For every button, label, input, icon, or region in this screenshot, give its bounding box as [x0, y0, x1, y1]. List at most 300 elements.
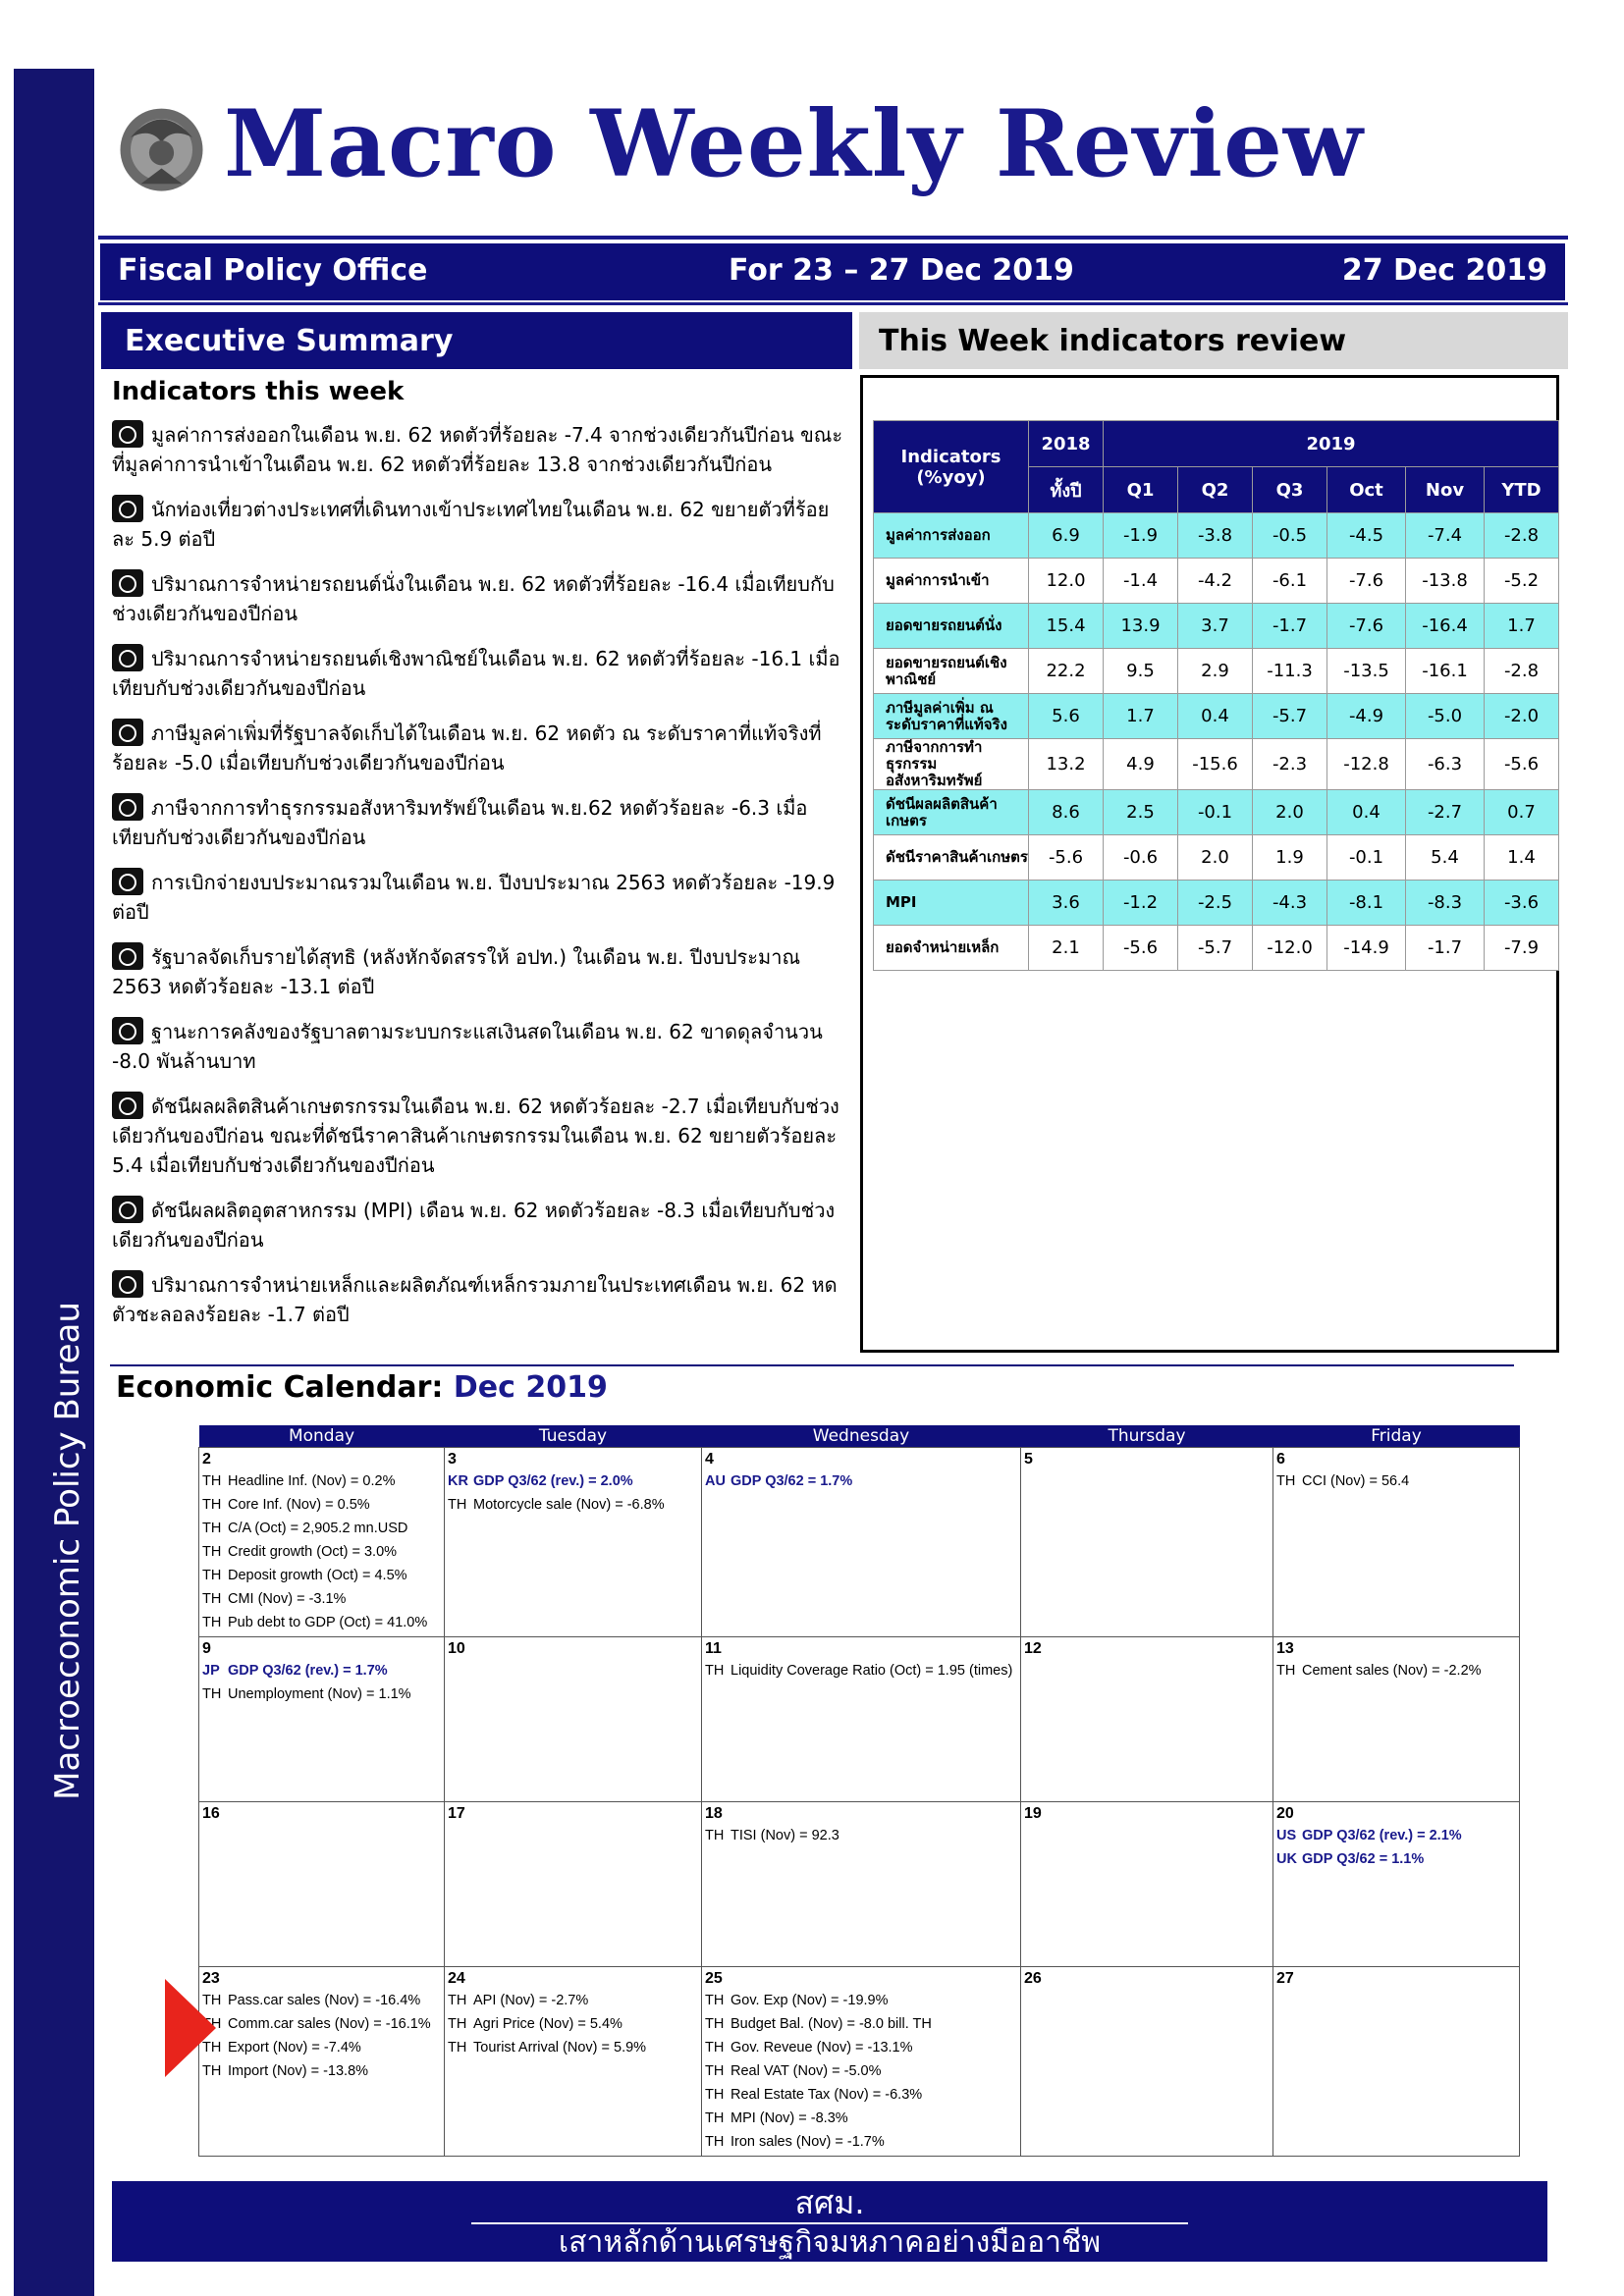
indicator-value: -2.8 — [1485, 513, 1559, 559]
country-code: TH — [705, 2016, 725, 2032]
indicator-value: -0.5 — [1253, 513, 1327, 559]
indicators-heading: Indicators this week — [112, 377, 405, 406]
indicator-label: มูลค่าการส่งออก — [874, 513, 1029, 559]
calendar-event — [202, 1517, 441, 1540]
calendar-event — [448, 1989, 698, 2012]
event-text: Real VAT (Nov) = -5.0% — [731, 2063, 882, 2079]
indicator-value: 2.0 — [1253, 790, 1327, 835]
indicator-value: -15.6 — [1178, 739, 1253, 790]
left-sidebar — [14, 69, 94, 2296]
calendar-day-cell — [445, 1637, 702, 1802]
indicator-value: 0.7 — [1485, 790, 1559, 835]
indicator-value: -7.6 — [1327, 559, 1406, 604]
indicator-value: -6.3 — [1406, 739, 1485, 790]
table-subheader: Oct — [1327, 467, 1406, 513]
country-code: JP — [202, 1663, 220, 1679]
weekday-header: Friday — [1273, 1425, 1520, 1448]
event-text: Cement sales (Nov) = -2.2% — [1302, 1663, 1482, 1679]
indicator-value: -5.6 — [1104, 926, 1178, 971]
country-code: TH — [202, 2063, 222, 2079]
calendar-event — [705, 2012, 1017, 2036]
indicator-label: ภาษีมูลค่าเพิ่ม ณ ระดับราคาที่แท้จริง — [874, 694, 1029, 739]
event-text: Tourist Arrival (Nov) = 5.9% — [473, 2040, 647, 2056]
calendar-week — [199, 1802, 1520, 1967]
indicator-value: 13.9 — [1104, 604, 1178, 649]
indicator-value: -7.4 — [1406, 513, 1485, 559]
indicator-label: ยอดจำหน่ายเหล็ก — [874, 926, 1029, 971]
country-code: US — [1276, 1828, 1297, 1843]
divider — [98, 236, 1568, 240]
calendar-day-cell — [702, 1637, 1021, 1802]
summary-item — [112, 1270, 844, 1329]
event-text: GDP Q3/62 (rev.) = 2.0% — [473, 1473, 633, 1489]
arrow-up-bullet-icon — [112, 1270, 143, 1298]
indicator-value: 2.5 — [1104, 790, 1178, 835]
calendar-day-cell — [199, 1448, 445, 1637]
country-code: TH — [705, 1828, 725, 1843]
calendar-day-cell — [1021, 1637, 1273, 1802]
arrow-up-bullet-icon — [112, 793, 143, 821]
indicator-value: 5.6 — [1029, 694, 1104, 739]
country-code: TH — [202, 1544, 222, 1560]
summary-list — [112, 420, 844, 1345]
day-number: 2 — [202, 1451, 211, 1468]
indicator-table — [873, 420, 1559, 971]
summary-item — [112, 420, 844, 479]
event-text: Headline Inf. (Nov) = 0.2% — [228, 1473, 396, 1489]
indicator-value: 3.7 — [1178, 604, 1253, 649]
event-text: Liquidity Coverage Ratio (Oct) = 1.95 (times) — [731, 1663, 1013, 1679]
calendar-day-cell — [1021, 1448, 1273, 1637]
day-number: 12 — [1024, 1640, 1042, 1657]
indicator-value: 1.7 — [1104, 694, 1178, 739]
table-row — [874, 739, 1559, 790]
arrow-up-bullet-icon — [112, 719, 143, 746]
day-number: 5 — [1024, 1451, 1033, 1468]
event-text: GDP Q3/62 = 1.1% — [1302, 1851, 1425, 1867]
event-text: C/A (Oct) = 2,905.2 mn.USD — [228, 1521, 408, 1536]
table-subheader: Q2 — [1178, 467, 1253, 513]
country-code: AU — [705, 1473, 726, 1489]
indicator-value: 3.6 — [1029, 881, 1104, 926]
event-text: Iron sales (Nov) = -1.7% — [731, 2134, 885, 2150]
indicator-value: -13.5 — [1327, 649, 1406, 694]
table-row — [874, 835, 1559, 881]
indicator-label: ภาษีจากการทำธุรกรรมอสังหาริมทรัพย์ — [874, 739, 1029, 790]
country-code: TH — [202, 1615, 222, 1630]
calendar-event — [705, 1989, 1017, 2012]
calendar-day-cell — [1273, 1802, 1520, 1967]
indicator-value: -0.1 — [1178, 790, 1253, 835]
indicator-value: -1.7 — [1406, 926, 1485, 971]
indicator-value: 6.9 — [1029, 513, 1104, 559]
day-number: 24 — [448, 1970, 465, 1987]
weekday-header: Tuesday — [445, 1425, 702, 1448]
indicator-value: 1.9 — [1253, 835, 1327, 881]
event-text: GDP Q3/62 (rev.) = 1.7% — [228, 1663, 388, 1679]
indicator-label: ดัชนีราคาสินค้าเกษตร — [874, 835, 1029, 881]
arrow-up-bullet-icon — [112, 942, 143, 970]
summary-text: ดัชนีผลผลิตสินค้าเกษตรกรรมในเดือน พ.ย. 62 หดตัวร้อยละ -2.7 เมื่อเทียบกับช่วงเดียวกันของปีก่อน ขณะที่ดัชนีราคาสินค้าเกษตรกรรมในเดือน พ.ย. 62 ขยายตัวร้อยละ 5.4 เมื่อเทียบกับช่วงเดียวกันของปีก่อน — [112, 1095, 839, 1177]
summary-text: ปริมาณการจำหน่ายเหล็กและผลิตภัณฑ์เหล็กรวมภายในประเทศเดือน พ.ย. 62 หดตัวชะลอลงร้อยละ -1.7 ต่อปี — [112, 1273, 838, 1326]
economic-calendar — [198, 1425, 1520, 2157]
report-date: 27 Dec 2019 — [1341, 253, 1547, 288]
indicator-value: 2.9 — [1178, 649, 1253, 694]
indicator-value: -4.9 — [1327, 694, 1406, 739]
event-text: MPI (Nov) = -8.3% — [731, 2110, 848, 2126]
office-name: Fiscal Policy Office — [118, 253, 428, 288]
sidebar-text: Macroeconomic Policy Bureau — [48, 1302, 87, 1800]
indicator-value: 12.0 — [1029, 559, 1104, 604]
indicator-value: -12.0 — [1253, 926, 1327, 971]
country-code: TH — [202, 1993, 222, 2008]
arrow-up-bullet-icon — [112, 868, 143, 895]
table-subheader: ทั้งปี — [1029, 467, 1104, 513]
indicator-value: 13.2 — [1029, 739, 1104, 790]
summary-text: ฐานะการคลังของรัฐบาลตามระบบกระแสเงินสดในเดือน พ.ย. 62 ขาดดุลจำนวน -8.0 พันล้านบาท — [112, 1020, 823, 1073]
indicator-label: มูลค่าการนำเข้า — [874, 559, 1029, 604]
calendar-title-label: Economic Calendar: — [116, 1370, 444, 1405]
executive-summary-heading: Executive Summary — [101, 312, 852, 369]
calendar-day-cell — [445, 1967, 702, 2157]
calendar-day-cell — [199, 1637, 445, 1802]
indicator-value: -5.0 — [1406, 694, 1485, 739]
arrow-up-bullet-icon — [112, 1092, 143, 1119]
calendar-event — [705, 2107, 1017, 2130]
calendar-event — [202, 2036, 441, 2059]
summary-item — [112, 793, 844, 852]
calendar-event — [705, 1469, 1017, 1493]
event-text: Core Inf. (Nov) = 0.5% — [228, 1497, 370, 1513]
country-code: KR — [448, 1473, 468, 1489]
summary-item — [112, 1196, 844, 1255]
calendar-event — [1276, 1847, 1516, 1871]
event-text: Motorcycle sale (Nov) = -6.8% — [473, 1497, 665, 1513]
calendar-event — [448, 2036, 698, 2059]
summary-item — [112, 868, 844, 927]
event-text: Unemployment (Nov) = 1.1% — [228, 1686, 411, 1702]
indicator-value: 1.7 — [1485, 604, 1559, 649]
indicator-value: -13.8 — [1406, 559, 1485, 604]
country-code: TH — [448, 2016, 467, 2032]
indicator-value: -5.6 — [1029, 835, 1104, 881]
summary-item — [112, 569, 844, 628]
calendar-day-cell — [199, 1967, 445, 2157]
day-number: 13 — [1276, 1640, 1294, 1657]
summary-text: การเบิกจ่ายงบประมาณรวมในเดือน พ.ย. ปีงบประมาณ 2563 หดตัวร้อยละ -19.9 ต่อปี — [112, 871, 836, 924]
table-header-indicators: Indicators (%yoy) — [874, 421, 1029, 513]
indicator-value: -4.3 — [1253, 881, 1327, 926]
country-code: TH — [1276, 1663, 1296, 1679]
footer-slogan: เสาหลักด้านเศรษฐกิจมหภาคอย่างมืออาชีพ — [558, 2225, 1102, 2260]
country-code: TH — [705, 2040, 725, 2056]
indicator-value: -16.1 — [1406, 649, 1485, 694]
calendar-event — [202, 1989, 441, 2012]
event-text: Pub debt to GDP (Oct) = 41.0% — [228, 1615, 428, 1630]
calendar-event — [202, 1611, 441, 1634]
indicator-value: 2.0 — [1178, 835, 1253, 881]
summary-text: ดัชนีผลผลิตอุตสาหกรรม (MPI) เดือน พ.ย. 62 หดตัวร้อยละ -8.3 เมื่อเทียบกับช่วงเดียวกันของปีก่อน — [112, 1199, 836, 1252]
event-text: Comm.car sales (Nov) = -16.1% — [228, 2016, 431, 2032]
calendar-event — [202, 1540, 441, 1564]
indicator-value: -16.4 — [1406, 604, 1485, 649]
calendar-event — [448, 1469, 698, 1493]
indicator-value: -3.6 — [1485, 881, 1559, 926]
country-code: TH — [705, 2134, 725, 2150]
calendar-event — [202, 1659, 441, 1682]
indicator-label: ดัชนีผลผลิตสินค้าเกษตร — [874, 790, 1029, 835]
table-subheader: Q1 — [1104, 467, 1178, 513]
garuda-emblem-icon — [110, 96, 213, 199]
calendar-week — [199, 1637, 1520, 1802]
calendar-event — [202, 1682, 441, 1706]
event-text: Gov. Reveue (Nov) = -13.1% — [731, 2040, 913, 2056]
calendar-event — [705, 2130, 1017, 2154]
indicator-value: 0.4 — [1327, 790, 1406, 835]
day-number: 19 — [1024, 1805, 1042, 1822]
arrow-up-bullet-icon — [112, 495, 143, 522]
calendar-event — [202, 1493, 441, 1517]
event-text: Pass.car sales (Nov) = -16.4% — [228, 1993, 421, 2008]
calendar-day-cell — [445, 1448, 702, 1637]
table-row — [874, 881, 1559, 926]
country-code: TH — [705, 2063, 725, 2079]
calendar-event — [1276, 1659, 1516, 1682]
current-week-arrow-icon — [165, 1979, 216, 2077]
calendar-event — [202, 1587, 441, 1611]
indicator-value: -3.8 — [1178, 513, 1253, 559]
country-code: TH — [705, 2087, 725, 2103]
indicator-value: 8.6 — [1029, 790, 1104, 835]
arrow-up-bullet-icon — [112, 569, 143, 597]
indicator-value: -6.1 — [1253, 559, 1327, 604]
calendar-event — [448, 2012, 698, 2036]
country-code: TH — [202, 1497, 222, 1513]
day-number: 20 — [1276, 1805, 1294, 1822]
summary-item — [112, 1092, 844, 1180]
calendar-day-cell — [199, 1802, 445, 1967]
indicator-label: ยอดขายรถยนต์นั่ง — [874, 604, 1029, 649]
indicator-value: -8.3 — [1406, 881, 1485, 926]
calendar-day-cell — [1021, 1802, 1273, 1967]
summary-item — [112, 495, 844, 554]
arrow-up-bullet-icon — [112, 1196, 143, 1223]
report-period: For 23 – 27 Dec 2019 — [729, 253, 1074, 288]
event-text: CMI (Nov) = -3.1% — [228, 1591, 347, 1607]
country-code: TH — [202, 1473, 222, 1489]
summary-item — [112, 1017, 844, 1076]
calendar-week — [199, 1967, 1520, 2157]
day-number: 26 — [1024, 1970, 1042, 1987]
indicator-value: -4.2 — [1178, 559, 1253, 604]
calendar-day-cell — [1273, 1637, 1520, 1802]
indicator-value: -1.7 — [1253, 604, 1327, 649]
day-number: 6 — [1276, 1451, 1285, 1468]
indicator-value: -14.9 — [1327, 926, 1406, 971]
weekday-header: Thursday — [1021, 1425, 1273, 1448]
footer-banner — [112, 2181, 1547, 2262]
summary-text: ภาษีจากการทำธุรกรรมอสังหาริมทรัพย์ในเดือน พ.ย.62 หดตัวร้อยละ -6.3 เมื่อเทียบกับช่วงเดียวกันของปีก่อน — [112, 796, 808, 849]
country-code: TH — [705, 1993, 725, 2008]
day-number: 11 — [705, 1640, 722, 1657]
table-subheader: Q3 — [1253, 467, 1327, 513]
country-code: TH — [448, 1993, 467, 2008]
indicator-value: -4.5 — [1327, 513, 1406, 559]
day-number: 18 — [705, 1805, 723, 1822]
country-code: TH — [448, 1497, 467, 1513]
event-text: Deposit growth (Oct) = 4.5% — [228, 1568, 407, 1583]
country-code: TH — [202, 2016, 222, 2032]
indicator-value: -2.0 — [1485, 694, 1559, 739]
indicator-value: -2.7 — [1406, 790, 1485, 835]
event-text: GDP Q3/62 = 1.7% — [731, 1473, 853, 1489]
event-text: Credit growth (Oct) = 3.0% — [228, 1544, 398, 1560]
table-row — [874, 559, 1559, 604]
calendar-day-cell — [702, 1967, 1021, 2157]
summary-text: ภาษีมูลค่าเพิ่มที่รัฐบาลจัดเก็บได้ในเดือน พ.ย. 62 หดตัว ณ ระดับราคาที่แท้จริงที่ร้อยละ -5.0 เมื่อเทียบกับช่วงเดียวกันของปีก่อน — [112, 721, 822, 774]
footer-abbrev: สศม. — [794, 2184, 865, 2221]
day-number: 27 — [1276, 1970, 1294, 1987]
indicator-label: ยอดขายรถยนต์เชิงพาณิชย์ — [874, 649, 1029, 694]
indicator-value: -5.7 — [1253, 694, 1327, 739]
calendar-day-cell — [1021, 1967, 1273, 2157]
calendar-event — [202, 1564, 441, 1587]
indicator-value: -11.3 — [1253, 649, 1327, 694]
indicator-value: 15.4 — [1029, 604, 1104, 649]
summary-text: รัฐบาลจัดเก็บรายได้สุทธิ (หลังหักจัดสรรให้ อปท.) ในเดือน พ.ย. ปีงบประมาณ 2563 หดตัวร้อยละ -13.1 ต่อปี — [112, 945, 800, 998]
weekday-header: Monday — [199, 1425, 445, 1448]
country-code: TH — [202, 1521, 222, 1536]
calendar-event — [1276, 1469, 1516, 1493]
indicator-value: -0.1 — [1327, 835, 1406, 881]
indicator-value: 4.9 — [1104, 739, 1178, 790]
summary-item — [112, 942, 844, 1001]
calendar-title — [116, 1370, 608, 1405]
event-text: Real Estate Tax (Nov) = -6.3% — [731, 2087, 923, 2103]
calendar-week — [199, 1448, 1520, 1637]
calendar-event — [202, 2059, 441, 2083]
country-code: UK — [1276, 1851, 1297, 1867]
arrow-up-bullet-icon — [112, 644, 143, 671]
event-text: CCI (Nov) = 56.4 — [1302, 1473, 1410, 1489]
indicator-value: -2.5 — [1178, 881, 1253, 926]
table-row — [874, 649, 1559, 694]
indicator-value: 1.4 — [1485, 835, 1559, 881]
country-code: TH — [705, 2110, 725, 2126]
arrow-up-bullet-icon — [112, 420, 143, 448]
day-number: 4 — [705, 1451, 714, 1468]
country-code: TH — [1276, 1473, 1296, 1489]
indicator-value: -7.6 — [1327, 604, 1406, 649]
indicator-value: 9.5 — [1104, 649, 1178, 694]
day-number: 17 — [448, 1805, 465, 1822]
arrow-up-bullet-icon — [112, 1017, 143, 1044]
calendar-event — [705, 1824, 1017, 1847]
indicator-value: -2.3 — [1253, 739, 1327, 790]
indicator-value: -1.9 — [1104, 513, 1178, 559]
summary-text: ปริมาณการจำหน่ายรถยนต์เชิงพาณิชย์ในเดือน พ.ย. 62 หดตัวที่ร้อยละ -16.1 เมื่อเทียบกับช่วงเดียวกันของปีก่อน — [112, 647, 840, 700]
weekday-header: Wednesday — [702, 1425, 1021, 1448]
event-text: Export (Nov) = -7.4% — [228, 2040, 361, 2056]
table-subheader: Nov — [1406, 467, 1485, 513]
country-code: TH — [448, 2040, 467, 2056]
divider — [98, 302, 1568, 305]
calendar-day-cell — [1273, 1967, 1520, 2157]
indicator-value: -5.6 — [1485, 739, 1559, 790]
calendar-event — [705, 2036, 1017, 2059]
divider — [110, 1364, 1514, 1366]
week-review-heading: This Week indicators review — [859, 312, 1568, 369]
table-row — [874, 604, 1559, 649]
calendar-day-cell — [1273, 1448, 1520, 1637]
day-number: 23 — [202, 1970, 220, 1987]
table-row — [874, 513, 1559, 559]
event-text: API (Nov) = -2.7% — [473, 1993, 589, 2008]
indicator-value: -7.9 — [1485, 926, 1559, 971]
event-text: Agri Price (Nov) = 5.4% — [473, 2016, 623, 2032]
day-number: 3 — [448, 1451, 457, 1468]
day-number: 16 — [202, 1805, 220, 1822]
table-header-2018: 2018 — [1029, 421, 1104, 467]
calendar-day-cell — [702, 1448, 1021, 1637]
event-text: Import (Nov) = -13.8% — [228, 2063, 369, 2079]
event-text: TISI (Nov) = 92.3 — [731, 1828, 839, 1843]
indicator-value: 0.4 — [1178, 694, 1253, 739]
indicator-value: -0.6 — [1104, 835, 1178, 881]
calendar-day-cell — [702, 1802, 1021, 1967]
day-number: 9 — [202, 1640, 211, 1657]
indicator-value: -1.4 — [1104, 559, 1178, 604]
summary-text: ปริมาณการจำหน่ายรถยนต์นั่งในเดือน พ.ย. 62 หดตัวที่ร้อยละ -16.4 เมื่อเทียบกับช่วงเดียวกันของปีก่อน — [112, 572, 835, 625]
country-code: TH — [202, 1686, 222, 1702]
day-number: 25 — [705, 1970, 723, 1987]
country-code: TH — [202, 1591, 222, 1607]
summary-text: นักท่องเที่ยวต่างประเทศที่เดินทางเข้าประเทศไทยในเดือน พ.ย. 62 ขยายตัวที่ร้อยละ 5.9 ต่อปี — [112, 498, 830, 551]
table-subheader: YTD — [1485, 467, 1559, 513]
calendar-event — [202, 1469, 441, 1493]
summary-item — [112, 719, 844, 777]
calendar-event — [202, 2012, 441, 2036]
info-bar — [100, 243, 1565, 300]
event-text: GDP Q3/62 (rev.) = 2.1% — [1302, 1828, 1462, 1843]
indicator-value: -5.7 — [1178, 926, 1253, 971]
indicator-value: -12.8 — [1327, 739, 1406, 790]
summary-text: มูลค่าการส่งออกในเดือน พ.ย. 62 หดตัวที่ร้อยละ -7.4 จากช่วงเดียวกันปีก่อน ขณะที่มูลค่าการนำเข้าในเดือน พ.ย. 62 หดตัวที่ร้อยละ 13.8 จากช่วงเดียวกันปีก่อน — [112, 423, 843, 476]
indicator-value: -1.2 — [1104, 881, 1178, 926]
country-code: TH — [705, 1663, 725, 1679]
summary-item — [112, 644, 844, 703]
calendar-event — [1276, 1824, 1516, 1847]
report-title: Macro Weekly Review — [224, 90, 1364, 198]
indicator-value: -8.1 — [1327, 881, 1406, 926]
calendar-event — [448, 1493, 698, 1517]
calendar-event — [705, 2083, 1017, 2107]
table-row — [874, 790, 1559, 835]
event-text: Budget Bal. (Nov) = -8.0 bill. TH — [731, 2016, 932, 2032]
table-row — [874, 926, 1559, 971]
country-code: TH — [202, 1568, 222, 1583]
day-number: 10 — [448, 1640, 465, 1657]
calendar-event — [705, 2059, 1017, 2083]
indicator-value: 5.4 — [1406, 835, 1485, 881]
indicator-label: MPI — [874, 881, 1029, 926]
calendar-day-cell — [445, 1802, 702, 1967]
indicator-value: 2.1 — [1029, 926, 1104, 971]
calendar-event — [705, 1659, 1017, 1682]
table-header-2019: 2019 — [1104, 421, 1559, 467]
indicator-value: -5.2 — [1485, 559, 1559, 604]
indicator-value: -2.8 — [1485, 649, 1559, 694]
